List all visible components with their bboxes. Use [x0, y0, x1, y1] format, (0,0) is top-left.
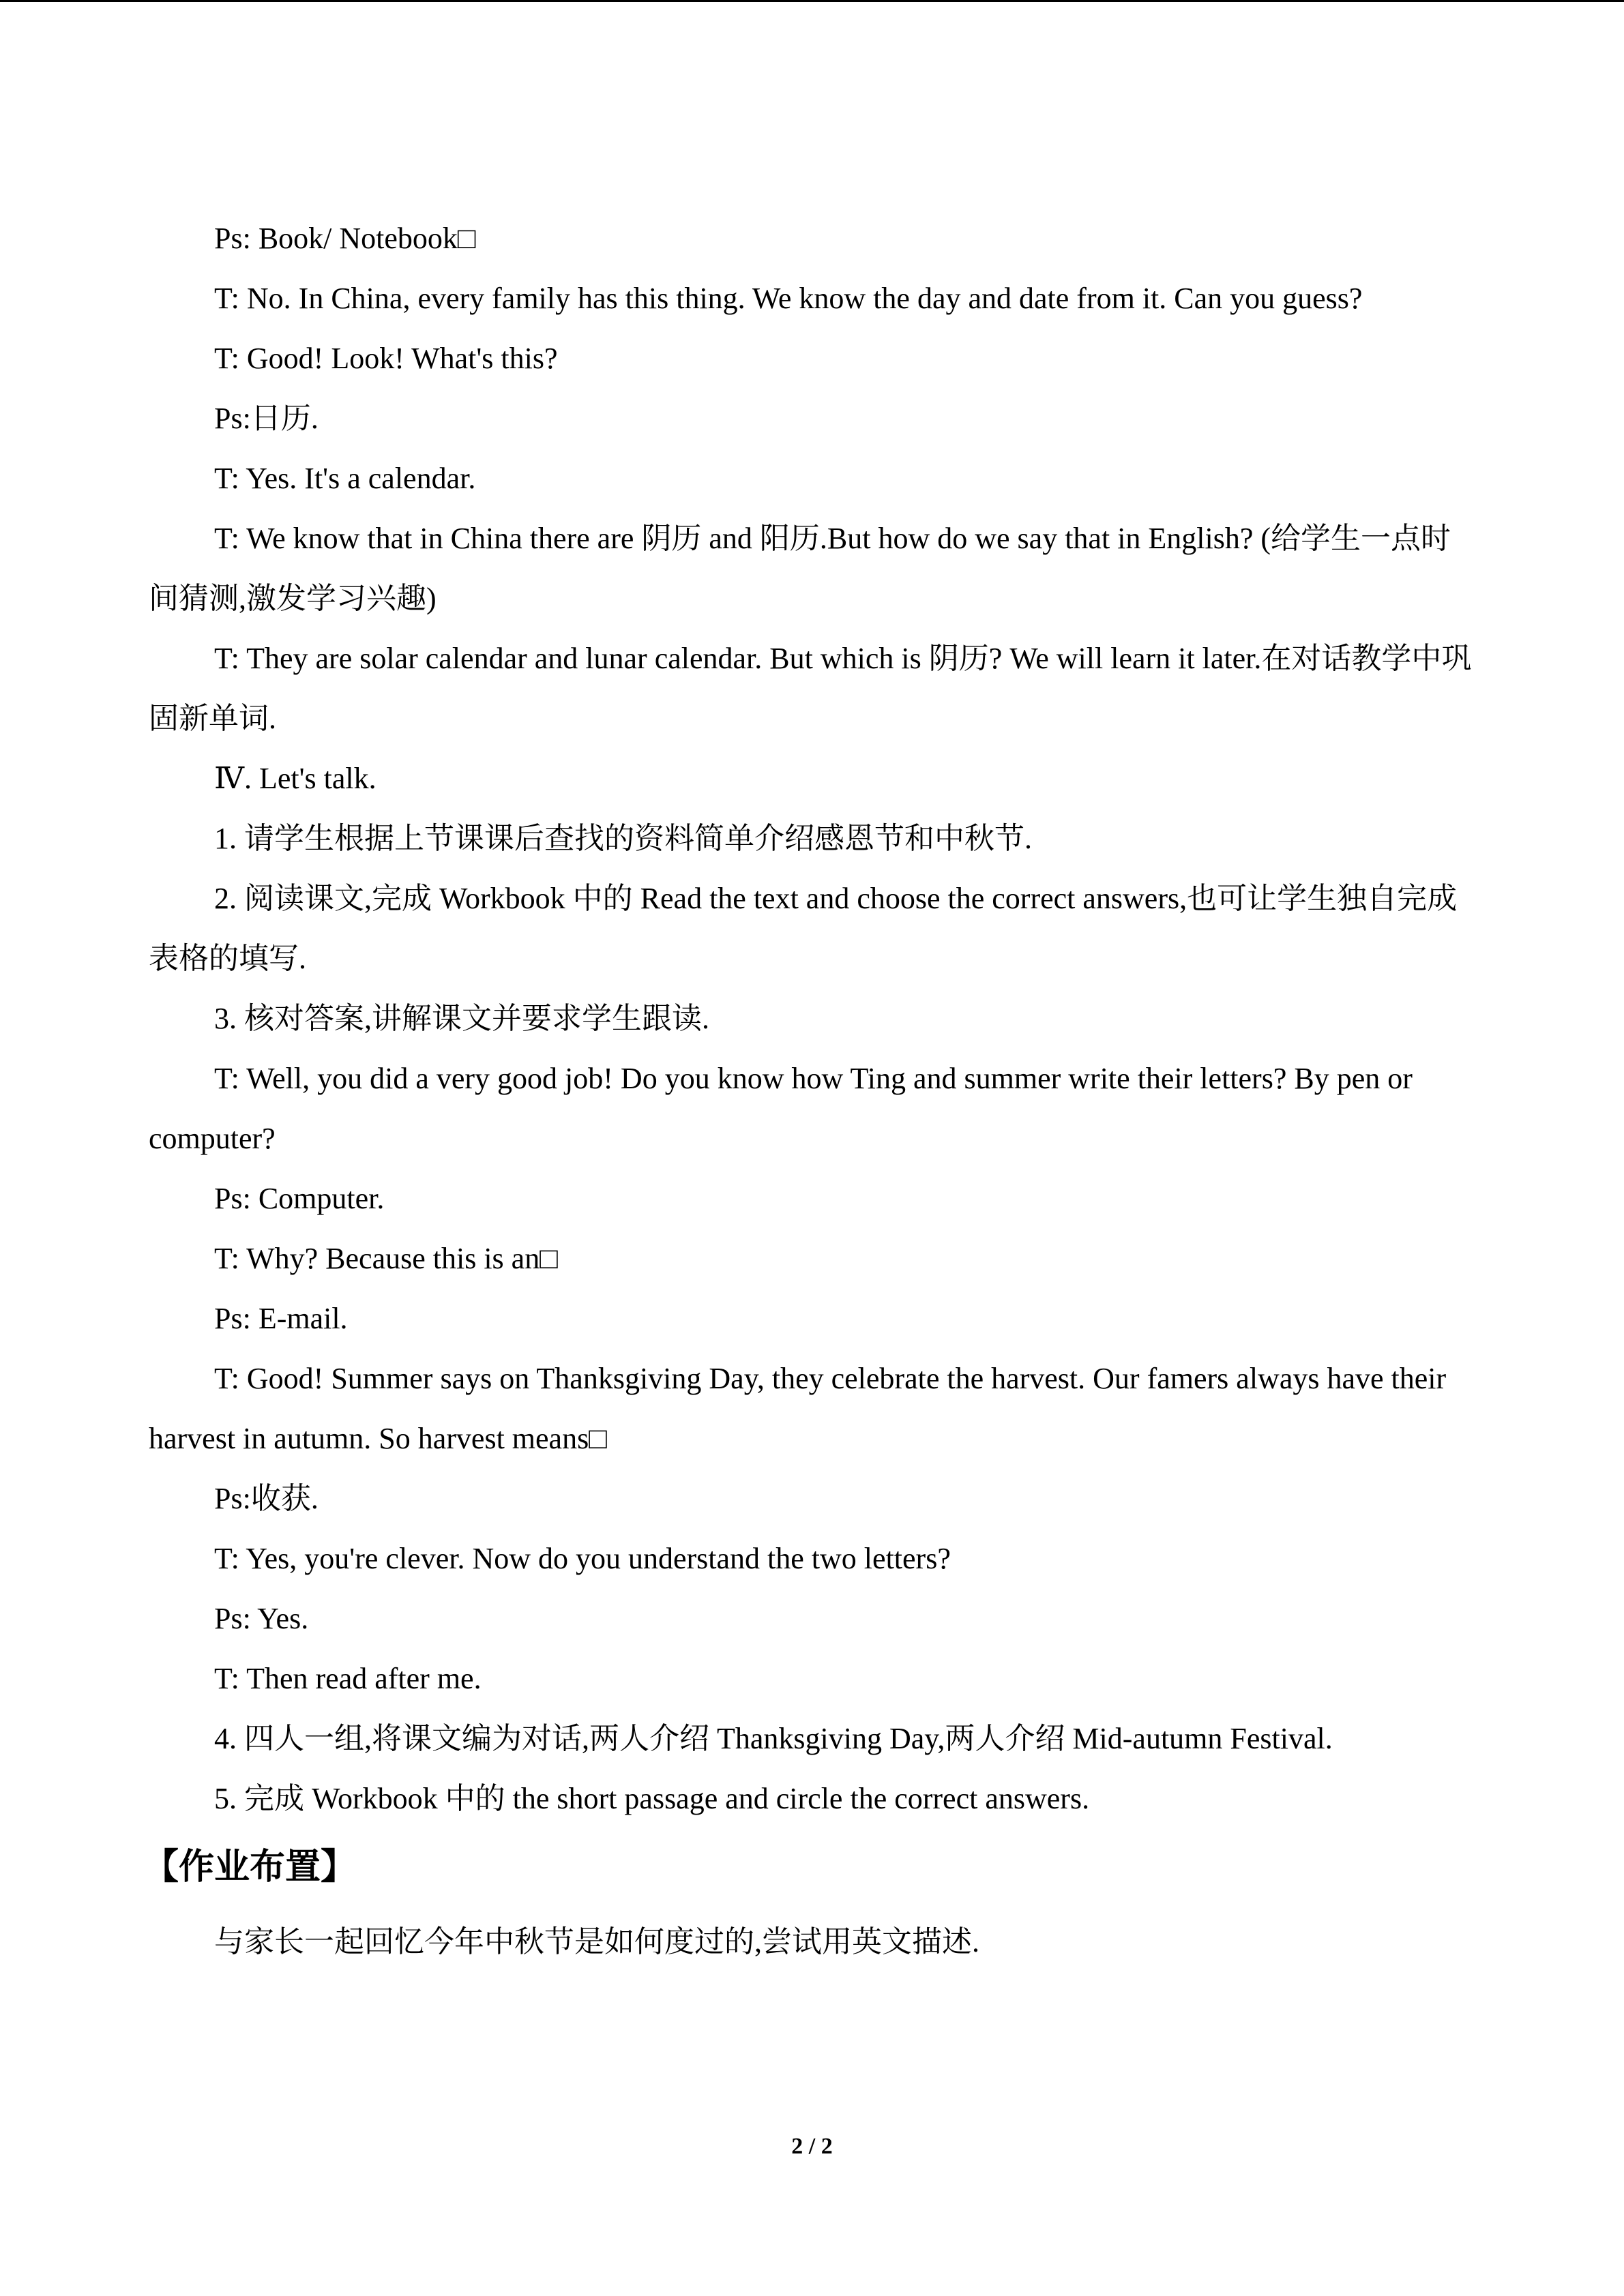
step-item: 4. 四人一组,将课文编为对话,两人介绍 Thanksgiving Day,两人介绍 Mid-autumn Festival.	[214, 1722, 1333, 1755]
paragraph: T: Good! Summer says on Thanksgiving Day, they celebrate the harvest. Our famers always have their harvest in autumn. So harvest means□	[149, 1362, 1447, 1455]
page-number: 2 / 2	[791, 2134, 833, 2159]
paragraph: T: They are solar calendar and lunar calendar. But which is 阴历? We will learn it later.在对话教学中巩固新单词.	[149, 642, 1472, 735]
paragraph: T: Then read after me.	[214, 1662, 482, 1695]
paragraph: Ps: Yes.	[214, 1602, 309, 1635]
step-item: 1. 请学生根据上节课课后查找的资料简单介绍感恩节和中秋节.	[214, 822, 1032, 855]
paragraph: T: No. In China, every family has this thing. We know the day and date from it. Can you guess?	[214, 282, 1363, 315]
paragraph: Ps: Book/ Notebook□	[214, 222, 476, 255]
paragraph: T: Good! Look! What's this?	[214, 342, 558, 375]
section-title-lets-talk: Ⅳ. Let's talk.	[214, 762, 377, 795]
paragraph: Ps: Computer.	[214, 1182, 385, 1215]
homework-heading: 【作业布置】	[143, 1847, 357, 1888]
paragraph: T: Yes, you're clever. Now do you understand the two letters?	[214, 1542, 951, 1575]
paragraph: T: Why? Because this is an□	[214, 1242, 558, 1275]
step-item: 5. 完成 Workbook 中的 the short passage and circle the correct answers.	[214, 1782, 1090, 1815]
step-item: 3. 核对答案,讲解课文并要求学生跟读.	[214, 1002, 709, 1035]
paragraph: T: Yes. It's a calendar.	[214, 462, 476, 495]
step-item: 2. 阅读课文,完成 Workbook 中的 Read the text and choose the correct answers,也可让学生独自完成表格的填写.	[149, 882, 1458, 975]
paragraph: T: Well, you did a very good job! Do you know how Ting and summer write their letters? By pen or computer?	[149, 1062, 1413, 1155]
homework-text: 与家长一起回忆今年中秋节是如何度过的,尝试用英文描述.	[214, 1925, 979, 1958]
top-border-line	[0, 0, 1624, 2]
paragraph: T: We know that in China there are 阴历 and 阳历.But how do we say that in English? (给学生一点时间猜测,激发学习兴趣)	[149, 522, 1451, 615]
paragraph: Ps:日历.	[214, 402, 319, 435]
paragraph: Ps: E-mail.	[214, 1302, 348, 1335]
paragraph: Ps:收获.	[214, 1482, 319, 1515]
document-body	[143, 209, 1479, 1972]
